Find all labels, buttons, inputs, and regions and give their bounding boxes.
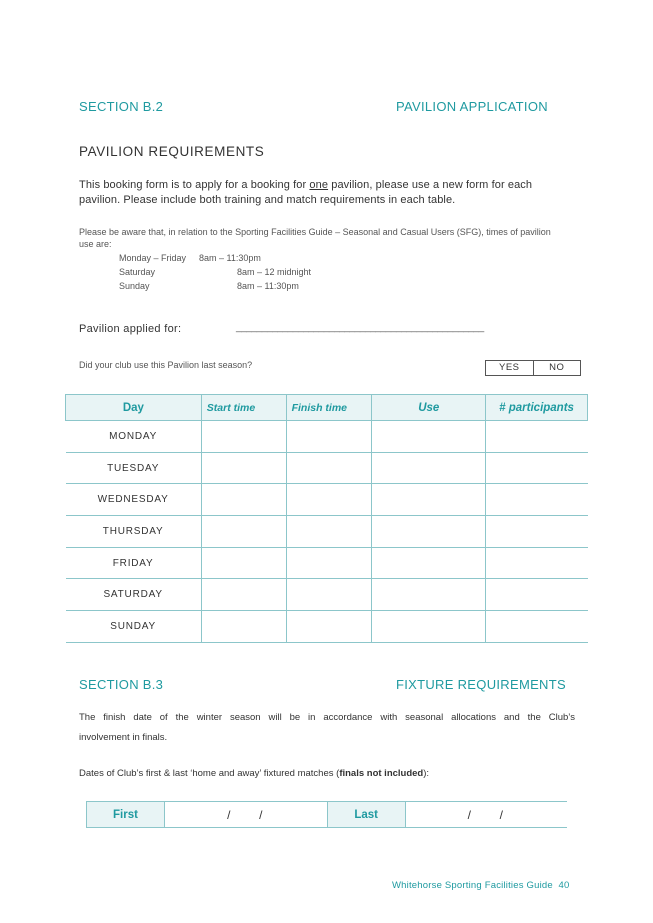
intro-line1-suffix: pavilion, please use a new form for each — [328, 179, 533, 191]
use-cell[interactable] — [372, 547, 486, 579]
intro-paragraph — [79, 178, 589, 208]
participants-cell[interactable] — [486, 547, 588, 579]
page-number: 40 — [558, 880, 570, 891]
day-cell: FRIDAY — [66, 547, 202, 579]
table-row — [66, 516, 588, 548]
start-time-cell[interactable] — [201, 611, 286, 643]
yes-no-box — [485, 360, 581, 376]
use-cell[interactable] — [372, 421, 486, 453]
start-time-cell[interactable] — [201, 421, 286, 453]
use-cell[interactable] — [372, 452, 486, 484]
day-cell: MONDAY — [66, 421, 202, 453]
header-day: Day — [66, 395, 202, 421]
table-row — [66, 421, 588, 453]
section-title: PAVILION APPLICATION — [396, 99, 548, 114]
header-participants: # participants — [486, 395, 588, 421]
table-row — [66, 579, 588, 611]
day-cell: THURSDAY — [66, 516, 202, 548]
participants-cell[interactable] — [486, 421, 588, 453]
section-label: SECTION B.2 — [79, 99, 164, 114]
last-label: Last — [327, 802, 405, 828]
finish-time-cell[interactable] — [286, 579, 372, 611]
times-hours: 8am – 11:30pm — [199, 253, 261, 263]
dates-prefix: Dates of Club’s first & last ‘home and away’ fixtured matches ( — [79, 768, 340, 779]
use-cell[interactable] — [372, 484, 486, 516]
requirements-heading: PAVILION REQUIREMENTS — [79, 144, 265, 159]
participants-cell[interactable] — [486, 579, 588, 611]
fixture-line1: The finish date of the winter season will be in accordance with seasonal allocations and the Club’s — [79, 712, 575, 723]
intro-line1-underlined: one — [309, 179, 329, 191]
schedule-header-row — [66, 395, 588, 421]
day-cell: SUNDAY — [66, 611, 202, 643]
section-label: SECTION B.3 — [79, 677, 164, 692]
intro-line1-prefix: This booking form is to apply for a booking for — [79, 179, 310, 191]
times-note-line1: Please be aware that, in relation to the Sporting Facilities Guide – Seasonal and Casual Users (SFG), times of pavilion — [79, 227, 551, 237]
finish-time-cell[interactable] — [286, 516, 372, 548]
times-row — [119, 252, 311, 264]
participants-cell[interactable] — [486, 484, 588, 516]
last-season-question: Did your club use this Pavilion last season? — [79, 360, 253, 370]
pavilion-label: Pavilion applied for: — [79, 323, 182, 335]
header-finish-time: Finish time — [286, 395, 372, 421]
no-option[interactable]: NO — [549, 362, 565, 373]
fixture-row — [87, 802, 568, 828]
use-cell[interactable] — [372, 516, 486, 548]
finish-time-cell[interactable] — [286, 452, 372, 484]
participants-cell[interactable] — [486, 452, 588, 484]
start-time-cell[interactable] — [201, 452, 286, 484]
fixture-table — [86, 801, 567, 828]
table-row — [66, 547, 588, 579]
section-title: FIXTURE REQUIREMENTS — [396, 677, 566, 692]
times-row — [119, 266, 311, 278]
times-hours: 8am – 11:30pm — [237, 281, 299, 291]
yes-option[interactable]: YES — [486, 361, 534, 375]
times-note — [79, 226, 624, 250]
footer — [392, 880, 570, 891]
start-time-cell[interactable] — [201, 484, 286, 516]
last-date-input[interactable]: / / — [405, 802, 567, 828]
table-row — [66, 611, 588, 643]
first-date-input[interactable]: / / — [164, 802, 327, 828]
start-time-cell[interactable] — [201, 579, 286, 611]
table-row — [66, 452, 588, 484]
times-days: Saturday — [119, 267, 156, 277]
times-days: Sunday — [119, 281, 150, 291]
times-note-line2: use are: — [79, 239, 112, 249]
day-cell: WEDNESDAY — [66, 484, 202, 516]
finish-time-cell[interactable] — [286, 611, 372, 643]
finish-time-cell[interactable] — [286, 547, 372, 579]
participants-cell[interactable] — [486, 516, 588, 548]
fixture-line2: involvement in finals. — [79, 732, 168, 743]
schedule-table — [65, 394, 588, 643]
table-row — [66, 484, 588, 516]
participants-cell[interactable] — [486, 611, 588, 643]
times-days: Monday – Friday — [119, 253, 187, 263]
header-use: Use — [372, 395, 486, 421]
pavilion-input[interactable]: ________________________________________________ — [236, 322, 484, 333]
use-cell[interactable] — [372, 579, 486, 611]
times-schedule — [119, 252, 311, 292]
use-cell[interactable] — [372, 611, 486, 643]
day-cell: SATURDAY — [66, 579, 202, 611]
dates-suffix: ): — [423, 768, 430, 779]
intro-line2: pavilion. Please include both training and match requirements in each table. — [79, 194, 456, 206]
times-row — [119, 280, 311, 292]
fixture-dates-note — [79, 768, 429, 779]
header-start-time: Start time — [201, 395, 286, 421]
times-hours: 8am – 12 midnight — [237, 267, 312, 277]
day-cell: TUESDAY — [66, 452, 202, 484]
start-time-cell[interactable] — [201, 516, 286, 548]
finish-time-cell[interactable] — [286, 484, 372, 516]
dates-bold: finals not included — [339, 768, 424, 779]
footer-text: Whitehorse Sporting Facilities Guide — [392, 880, 553, 891]
start-time-cell[interactable] — [201, 547, 286, 579]
first-label: First — [87, 802, 165, 828]
finish-time-cell[interactable] — [286, 421, 372, 453]
